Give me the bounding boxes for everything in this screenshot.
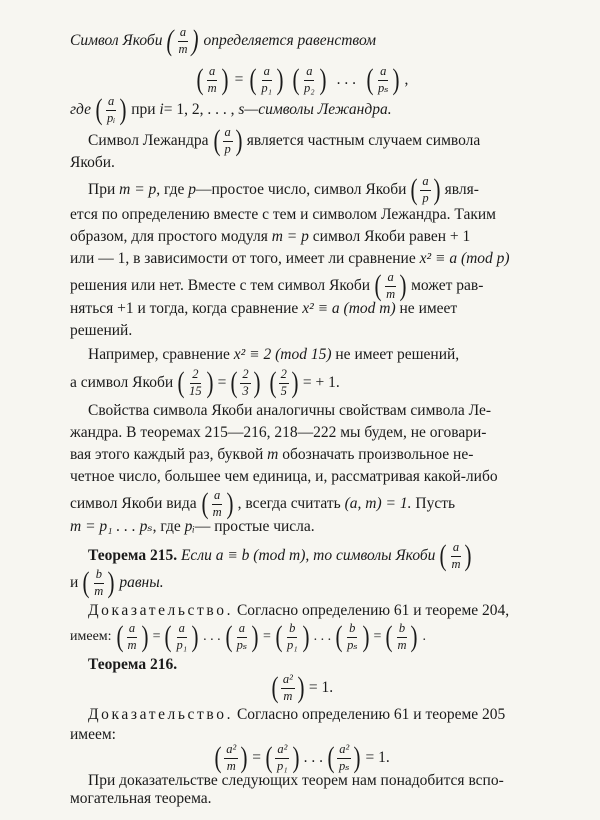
text: определяется равенством bbox=[203, 32, 376, 50]
symbol-a-over-p1: ( $\frac{a}{\text{p₁}}$ ) bbox=[249, 63, 284, 96]
symbol-a-over-m: ( $\frac{a}{m}$ ) bbox=[439, 539, 472, 572]
line: При доказательстве следующих теорем нам понадобится вспо- bbox=[88, 772, 504, 790]
hidden-overflow-guard bbox=[88, 805, 600, 820]
symbol-b-over-m: ( $\frac{b}{m}$ ) bbox=[82, 566, 115, 599]
proof-215: Доказательство. Согласно определению 61 и теореме 204, bbox=[88, 602, 510, 620]
line: символ Якоби вида ( $\frac{a}{m}$ ) , всегда считать (a, m) = 1. Пусть bbox=[70, 487, 456, 520]
line: решений. bbox=[70, 322, 133, 340]
symbol-a-over-p: ( $\frac{a}{p}$ ) bbox=[410, 173, 441, 206]
symbol-a-over-p2: ( $\frac{a}{\text{p₂}}$ ) bbox=[292, 63, 327, 96]
line-legendre: Символ Лежандра ( $\frac{a}{p}$ ) является частным случаем символа bbox=[88, 124, 481, 157]
theorem-216: Теорема 216. bbox=[88, 656, 178, 674]
formula-216: ( $\frac{\text{a²}}{m}$ ) = 1. bbox=[271, 671, 334, 704]
symbol-2-over-5: ( $\frac{2}{5}$ ) bbox=[269, 366, 299, 399]
symbol-a-over-pi: ( $\frac{a}{\text{pᵢ}}$ ) bbox=[95, 93, 127, 126]
symbol-2-over-15: ( $\frac{2}{15}$ ) bbox=[177, 366, 214, 399]
symbol-2-over-3: ( $\frac{2}{3}$ ) bbox=[230, 366, 261, 399]
text: Символ Якоби bbox=[70, 32, 163, 50]
line: или — 1, в зависимости от того, имеет ли сравнение x² ≡ a (mod p) bbox=[70, 250, 510, 268]
line: четное число, большее чем единица, и, рассматривая какой-либо bbox=[70, 468, 498, 486]
symbol-a-over-m: ( $\frac{a}{m}$ ) bbox=[201, 487, 234, 520]
formula-jacobi-product: ( $\frac{a}{m}$ ) = ( $\frac{a}{\text{p₁}}$ ) ( $\frac{a}{\text{p₂}}$ ) . . . ( $\frac{a}{\text{pₛ}}$ ) , bbox=[196, 63, 409, 96]
line: имеем: bbox=[70, 726, 116, 744]
theorem-215: Теорема 215. Если a ≡ b (mod m), то символы Якоби ( $\frac{a}{m}$ ) bbox=[88, 539, 472, 572]
line: вая этого каждый раз, буквой m обозначать произвольное не- bbox=[70, 446, 474, 464]
line: Свойства символа Якоби аналогичны свойствам символа Ле- bbox=[88, 402, 492, 420]
line-jacobi-def bbox=[70, 26, 600, 56]
symbol-a-over-m: ( $\frac{a}{m}$ ) bbox=[196, 63, 229, 96]
line: могательная теорема. bbox=[70, 790, 212, 808]
symbol-a-over-p: ( $\frac{a}{p}$ ) bbox=[213, 124, 243, 157]
line: образом, для простого модуля m = p символ Якоби равен + 1 bbox=[70, 228, 471, 246]
line-where: где ( $\frac{a}{\text{pᵢ}}$ ) при i = 1, 2, . . . , s —символы Лежандра. bbox=[70, 93, 392, 126]
line: m = p₁ . . . pₛ , где pᵢ — простые числа. bbox=[70, 518, 315, 536]
line: При m = p , где p —простое число, символ Якоби ( $\frac{a}{p}$ ) явля- bbox=[88, 173, 479, 206]
line: няться +1 и тогда, когда сравнение x² ≡ a (mod m) не имеет bbox=[70, 300, 458, 318]
line: решения или нет. Вместе с тем символ Якоби ( $\frac{a}{m}$ ) может рав- bbox=[70, 269, 484, 302]
line: Якоби. bbox=[70, 154, 115, 172]
symbol-a-over-ps: ( $\frac{a}{\text{pₛ}}$ ) bbox=[366, 63, 400, 96]
line: Например, сравнение x² ≡ 2 (mod 15) не имеет решений, bbox=[88, 346, 460, 364]
proof-216: Доказательство. Согласно определению 61 и теореме 205 bbox=[88, 706, 506, 724]
line: а символ Якоби ( $\frac{2}{15}$ ) = ( $\frac{2}{3}$ ) ( $\frac{2}{5}$ ) = + 1. bbox=[70, 366, 340, 399]
formula-proof-216: ( $\frac{\text{a²}}{m}$ ) = ( $\frac{\text{a²}}{\text{p₁}}$ ) . . . ( $\frac{\text{a²}}{\text{pₛ}}$ ) = 1. bbox=[214, 741, 390, 774]
line: жандра. В теоремах 215—216, 218—222 мы будем, не оговари- bbox=[70, 424, 487, 442]
formula-proof-215: имеем: ( $\frac{a}{m}$ ) = ( $\frac{a}{\text{p₁}}$ ) . . . ( $\frac{a}{\text{pₛ}}$ ) = ( $\frac{b}{\text{p₁}}$ ) . . . ( $\frac{b}{\text{pₛ}}$ ) = ( $\frac{b}{m}$ ) . bbox=[70, 620, 426, 653]
symbol-a-over-m: ( $\frac{a}{m}$ ) bbox=[374, 269, 407, 302]
symbol-a-over-m: ( $\frac{a}{m}$ ) bbox=[166, 24, 199, 57]
line: ется по определению вместе с тем и символом Лежандра. Таким bbox=[70, 206, 496, 224]
line: и ( $\frac{b}{m}$ ) равны. bbox=[70, 566, 164, 599]
